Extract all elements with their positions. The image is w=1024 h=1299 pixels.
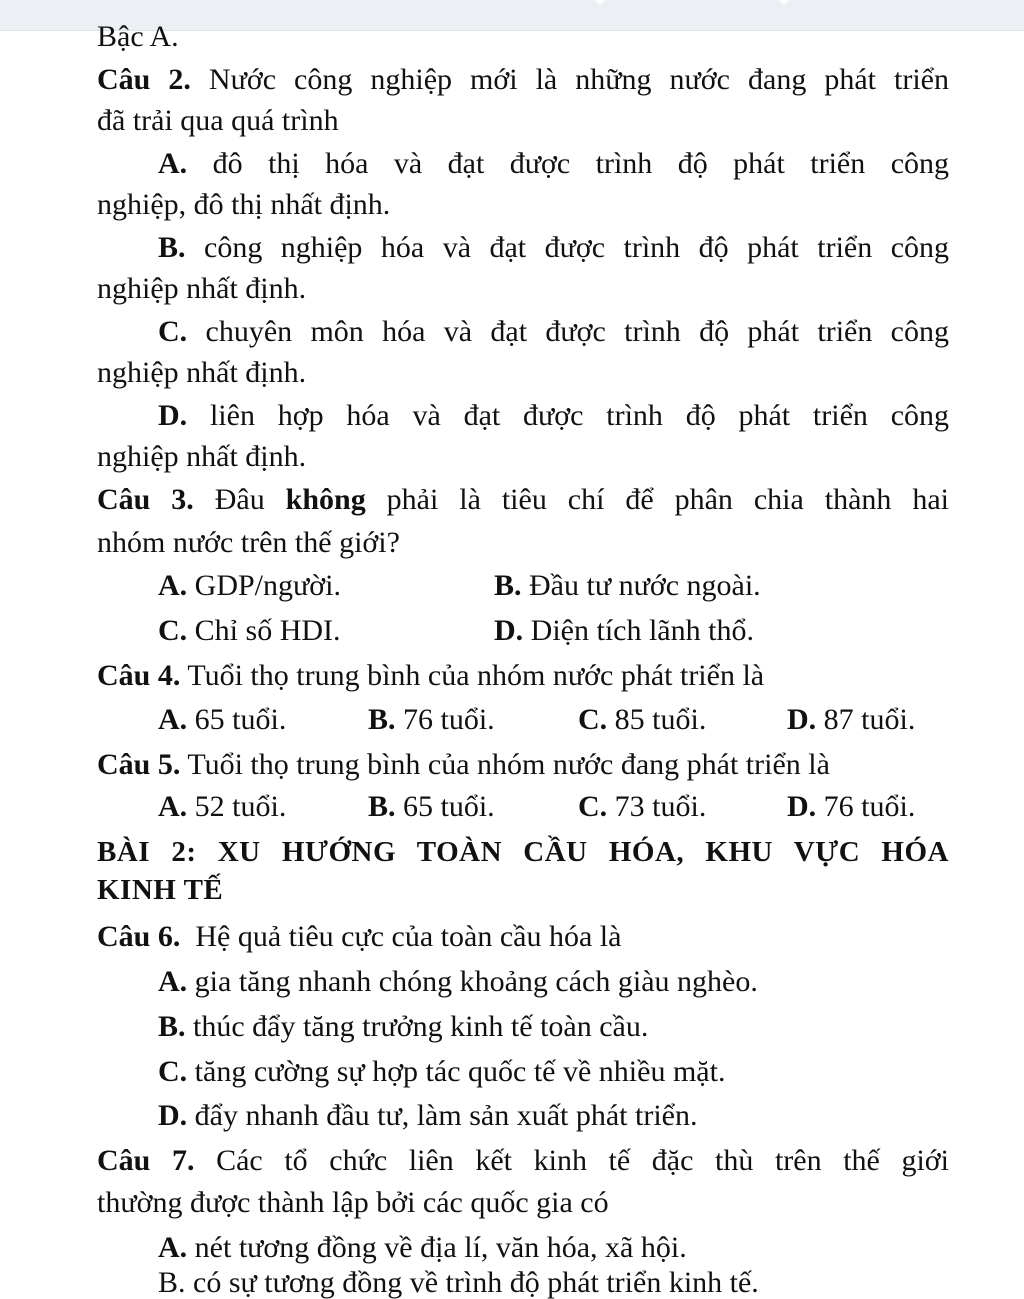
cut-off-bottom-line: B. có sự tương đồng về trình độ phát triển kinh tế. (158, 1266, 759, 1299)
q2-option-b-line2: nghiệp nhất định. (97, 272, 307, 305)
q3-option-b: B. Đầu tư nước ngoài. (494, 569, 761, 602)
q2-option-d-line1: D. liên hợp hóa và đạt được trình độ phát triển công (158, 399, 950, 432)
cut-off-top-line: Bậc A. (97, 20, 179, 53)
q2-stem-line1: Câu 2. Nước công nghiệp mới là những nước đang phát triển (97, 63, 949, 96)
q5-option-b: B. 65 tuổi. (368, 790, 495, 823)
q6-option-b: B. thúc đẩy tăng trưởng kinh tế toàn cầu. (158, 1010, 649, 1043)
q3-stem-line2: nhóm nước trên thế giới? (97, 526, 400, 559)
q2-option-b-line1: B. công nghiệp hóa và đạt được trình độ phát triển công (158, 231, 950, 264)
section-heading-line2: KINH TẾ (97, 874, 224, 906)
q2-option-a-line2: nghiệp, đô thị nhất định. (97, 188, 391, 221)
q6-option-c: C. tăng cường sự hợp tác quốc tế về nhiều mặt. (158, 1055, 726, 1088)
q3-stem-line1: Câu 3. Đâu không phải là tiêu chí để phân chia thành hai (97, 483, 949, 516)
q2-stem-line2: đã trải qua quá trình (97, 104, 339, 137)
q3-option-d: D. Diện tích lãnh thổ. (494, 614, 754, 647)
q4-option-a: A. 65 tuổi. (158, 703, 287, 736)
q3-option-a: A. GDP/người. (158, 569, 341, 602)
q2-option-d-line2: nghiệp nhất định. (97, 440, 307, 473)
q4-option-c: C. 85 tuổi. (578, 703, 707, 736)
q7-option-a: A. nét tương đồng về địa lí, văn hóa, xã hội. (158, 1231, 687, 1264)
q4-option-b: B. 76 tuổi. (368, 703, 495, 736)
q2-option-c-line2: nghiệp nhất định. (97, 356, 307, 389)
section-heading-line1: BÀI 2: XU HƯỚNG TOÀN CẦU HÓA, KHU VỰC HÓA (97, 836, 949, 868)
q6-option-d: D. đẩy nhanh đầu tư, làm sản xuất phát triển. (158, 1099, 698, 1132)
q6-option-a: A. gia tăng nhanh chóng khoảng cách giàu nghèo. (158, 965, 758, 998)
q5-stem: Câu 5. Tuổi thọ trung bình của nhóm nước đang phát triển là (97, 748, 830, 781)
q2-option-c-line1: C. chuyên môn hóa và đạt được trình độ phát triển công (158, 315, 949, 348)
q6-stem: Câu 6. Hệ quả tiêu cực của toàn cầu hóa là (97, 920, 622, 953)
q7-stem-line1: Câu 7. Các tổ chức liên kết kinh tế đặc thù trên thế giới (97, 1144, 950, 1177)
q3-option-c: C. Chỉ số HDI. (158, 614, 341, 647)
q5-option-a: A. 52 tuổi. (158, 790, 287, 823)
q2-option-a-line1: A. đô thị hóa và đạt được trình độ phát triển công (158, 147, 950, 180)
q4-option-d: D. 87 tuổi. (787, 703, 916, 736)
q5-option-c: C. 73 tuổi. (578, 790, 707, 823)
q7-stem-line2: thường được thành lập bởi các quốc gia có (97, 1186, 609, 1219)
q5-option-d: D. 76 tuổi. (787, 790, 916, 823)
q4-stem: Câu 4. Tuổi thọ trung bình của nhóm nước phát triển là (97, 659, 765, 692)
